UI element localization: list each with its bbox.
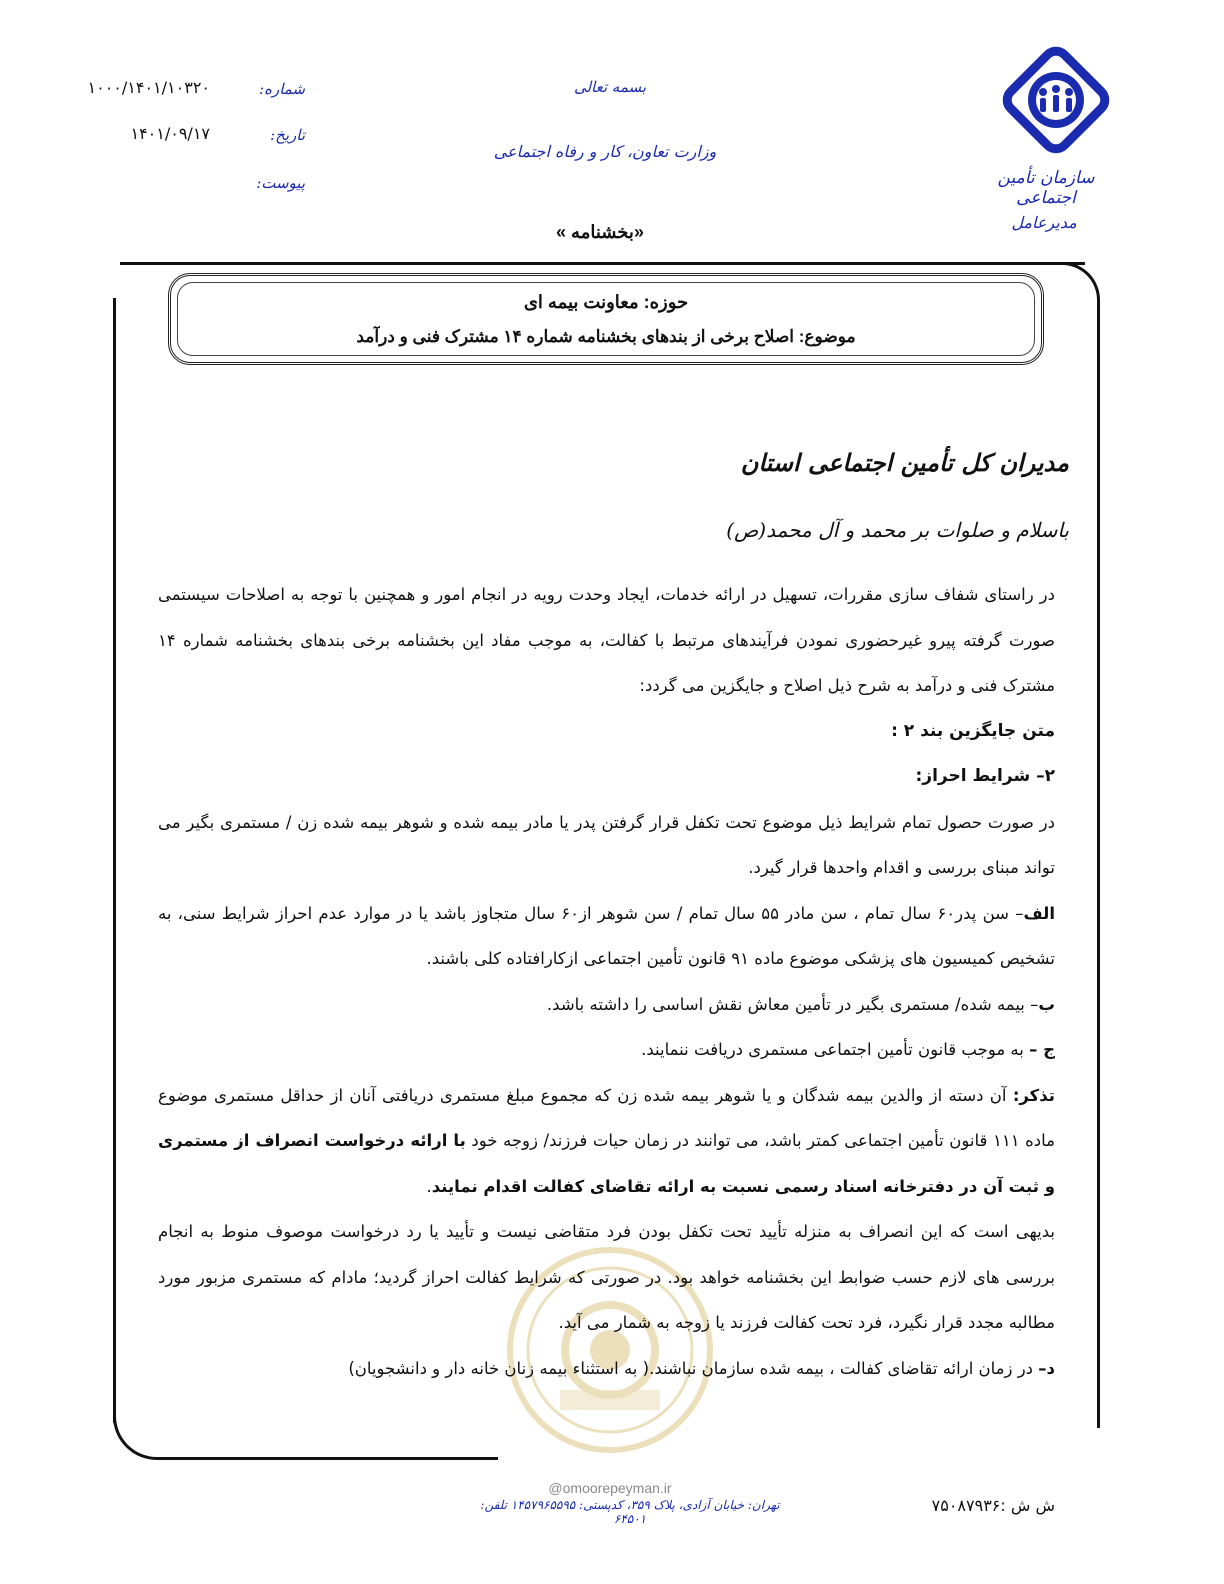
- ministry-name: وزارت تعاون، کار و رفاه اجتماعی: [493, 142, 717, 161]
- section-paragraph: در صورت حصول تمام شرایط ذیل موضوع تحت تکفل قرار گرفتن پدر یا مادر بیمه شده و شوهر بیمه شده زن / مستمری بگیر می تواند مبنای بررسی و اقدام واحدها قرار گیرد.: [158, 812, 1055, 877]
- greeting: باسلام و صلوات بر محمد و آل محمد(ص): [726, 518, 1069, 542]
- number-value: ۱۰۰۰/۱۴۰۱/۱۰۳۲۰: [87, 78, 210, 97]
- clause-dal-label: د–: [1038, 1358, 1055, 1378]
- frame-bottom-left-corner: [113, 1412, 161, 1460]
- subject-box: [168, 273, 1044, 365]
- clause-jim-label: ج –: [1029, 1040, 1055, 1059]
- frame-top-line: [120, 262, 1085, 265]
- clause-jim: [158, 1027, 1055, 1073]
- note-paragraph: [158, 1073, 1055, 1210]
- subject-domain: حوزه: معاونت بیمه ای: [523, 292, 689, 312]
- letter-body: [158, 572, 1055, 1391]
- frame-right-line: [1097, 298, 1100, 1428]
- subject-topic: موضوع: اصلاح برخی از بندهای بخشنامه شماره ۱۴ مشترک فنی و درآمد: [356, 327, 856, 346]
- replacement-heading: متن جایگزین بند ۲ :: [891, 720, 1055, 741]
- document-type: «بخشنامه »: [556, 222, 644, 242]
- organization-subtitle: مدیرعامل: [1011, 213, 1077, 232]
- clause-dal: [158, 1346, 1055, 1392]
- clause-be: [158, 982, 1055, 1028]
- organization-logo: [1000, 44, 1112, 156]
- clause-be-label: ب: [1038, 994, 1055, 1014]
- section-heading: ۲– شرایط احراز:: [915, 766, 1055, 786]
- clause-be-text: – بیمه شده/ مستمری بگیر در تأمین معاش نقش اساسی را داشته باشد.: [546, 994, 1039, 1014]
- footer-code: ش ش :۷۵۰۸۷۹۳۶: [931, 1496, 1055, 1515]
- organization-name: سازمان تأمین اجتماعی: [997, 168, 1095, 208]
- clause-jim-text: به موجب قانون تأمین اجتماعی مستمری دریافت ننمایند.: [641, 1040, 1030, 1059]
- addressee: مدیران کل تأمین اجتماعی استان: [740, 448, 1069, 477]
- date-label: تاریخ:: [270, 126, 305, 144]
- note-bold-text: با ارائه درخواست انصراف از مستمری و ثبت آن در دفترخانه اسناد رسمی نسبت به ارائه تقاضای کفالت اقدام نمایند: [158, 1131, 1055, 1196]
- frame-top-right-corner: [1060, 262, 1100, 302]
- basmala: بسمه تعالی: [573, 78, 647, 96]
- note-text-1: آن دسته از والدین بیمه شدگان و یا شوهر بیمه شده زن که مجموع مبلغ مستمری دریافتی آنان از حداقل مستمری موضوع ماده ۱۱۱ قانون تأمین اجتماعی کمتر باشد، می توانند در زمان حیات فرزند/ زوجه خود: [158, 1085, 1055, 1150]
- clause-alef-text: – سن پدر۶۰ سال تمام ، سن مادر ۵۵ سال تمام / سن شوهر از۶۰ سال متجاوز باشد یا در موارد عدم احراز شرایط سنی، به تشخیص کمیسیون های پزشکی موضوع ماده ۹۱ قانون تأمین اجتماعی ازکارافتاده کلی باشند.: [158, 903, 1055, 968]
- attachment-label: پیوست:: [256, 174, 305, 192]
- footer-address: تهران: خیابان آزادی، پلاک ۳۵۹، کدپستی: ۱۴۵۷۹۶۵۵۹۵ تلفن: ۶۴۵۰۱: [480, 1498, 780, 1526]
- obvious-paragraph: بدیهی است که این انصراف به منزله تأیید تحت تکفل بودن فرد متقاضی نیست و تأیید یا رد درخواست موصوف منوط به انجام بررسی های لازم حسب ضوابط این بخشنامه خواهد بود. در صورتی که شرایط کفالت احراز گردید؛ مادام که مستمری مزبور مورد مطالبه مجدد قرار نگیرد، فرد تحت کفالت فرزند یا زوجه به شمار می آید.: [158, 1222, 1055, 1332]
- note-text-2: .: [426, 1176, 432, 1196]
- note-label: تذکر:: [1012, 1085, 1055, 1105]
- number-label: شماره:: [259, 80, 305, 98]
- intro-paragraph: در راستای شفاف سازی مقررات، تسهیل در ارائه خدمات، ایجاد وحدت رویه در انجام امور و همچنین با توجه به اصلاحات سیستمی صورت گرفته پیرو غیرحضوری نمودن فرآیندهای مرتبط با کفالت، به موجب مفاد این بخشنامه برخی بندهای بخشنامه شماره ۱۴ مشترک فنی و درآمد به شرح ذیل اصلاح و جایگزین می گردد:: [158, 585, 1055, 695]
- frame-left-line: [113, 298, 116, 1423]
- clause-alef-label: الف: [1023, 903, 1055, 923]
- clause-alef: [158, 891, 1055, 982]
- clause-dal-text: در زمان ارائه تقاضای کفالت ، بیمه شده سازمان نباشند.( به استثناء بیمه زنان خانه دار و دانشجویان): [348, 1358, 1039, 1378]
- footer-website: @omoorepeyman.ir: [548, 1480, 672, 1496]
- date-value: ۱۴۰۱/۰۹/۱۷: [130, 124, 210, 143]
- frame-bottom-line: [158, 1457, 498, 1460]
